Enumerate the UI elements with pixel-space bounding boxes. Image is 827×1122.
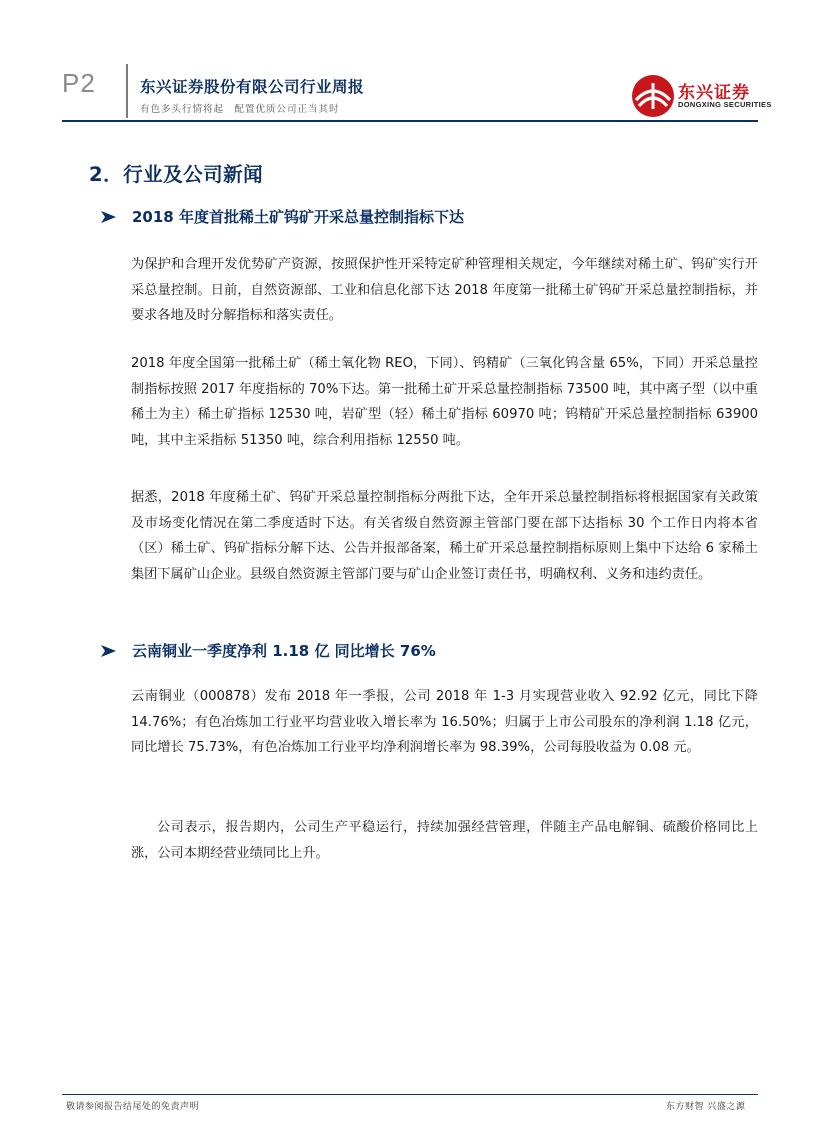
header-rule <box>62 120 758 122</box>
arrow-bullet-icon <box>100 644 118 658</box>
page-number: P2 <box>62 68 96 98</box>
report-company-title: 东兴证券股份有限公司行业周报 <box>140 78 365 96</box>
logo-chinese-name: 东兴证券 <box>678 83 750 103</box>
news-paragraph: 2018 年度全国第一批稀土矿（稀土氧化物 REO，下同）、钨精矿（三氧化钨含量 65%，下同）开采总量控制指标按照 2017 年度指标的 70%下达。第一批稀土矿开采总量控制指标 73500 吨，其中离子型（以中重稀土为主）稀土矿指标 12530 吨，岩矿型（轻）稀土矿指标 60970 吨；钨精矿开采总量控制指标 63900 吨，其中主采指标 51350 吨，综合利用指标 12550 吨。 <box>131 356 758 448</box>
news-paragraph: 云南铜业（000878）发布 2018 年一季报，公司 2018 年 1-3 月实现营业收入 92.92 亿元，同比下降 14.76%；有色冶炼加工行业平均营业收入增长率为 16.50%；归属于上市公司股东的净利润 1.18 亿元，同比增长 75.73%，有色冶炼加工行业平均净利润增长率为 98.39%，公司每股收益为 0.08 元。 <box>131 689 758 755</box>
arrow-bullet-icon <box>100 210 118 224</box>
news-paragraph: 公司表示，报告期内，公司生产平稳运行，持续加强经营管理，伴随主产品电解铜、硫酸价格同比上涨，公司本期经营业绩同比上升。 <box>131 820 758 861</box>
news-heading-text: 2018 年度首批稀土矿钨矿开采总量控制指标下达 <box>132 208 464 226</box>
section-title: 2．行业及公司新闻 <box>89 163 264 186</box>
footer-slogan: 东方财智 兴盛之源 <box>666 1102 746 1112</box>
news-heading-text: 云南铜业一季度净利 1.18 亿 同比增长 76% <box>132 642 436 660</box>
news-heading-rare-earth <box>100 206 464 227</box>
report-subtitle: 有色多头行情将起 配置优质公司正当其时 <box>140 104 340 115</box>
footer-disclaimer: 敬请参阅报告结尾处的免责声明 <box>66 1102 200 1112</box>
news-heading-yunnan-copper <box>100 640 436 661</box>
header-divider <box>126 64 128 118</box>
news-paragraph: 为保护和合理开发优势矿产资源，按照保护性开采特定矿种管理相关规定，今年继续对稀土矿、钨矿实行开采总量控制。日前，自然资源部、工业和信息化部下达 2018 年度第一批稀土矿钨矿开采总量控制指标，并要求各地及时分解指标和落实责任。 <box>131 257 758 323</box>
footer-rule <box>62 1094 758 1095</box>
logo-english-name: DONGXING SECURITIES <box>678 100 772 109</box>
news-paragraph: 据悉，2018 年度稀土矿、钨矿开采总量控制指标分两批下达，全年开采总量控制指标将根据国家有关政策及市场变化情况在第二季度适时下达。有关省级自然资源主管部门要在部下达指标 30 个工作日内将本省（区）稀土矿、钨矿指标分解下达、公告并报部备案，稀土矿开采总量控制指标原则上集中下达给 6 家稀土集团下属矿山企业。县级自然资源主管部门要与矿山企业签订责任书，明确权利、义务和违约责任。 <box>131 490 758 582</box>
